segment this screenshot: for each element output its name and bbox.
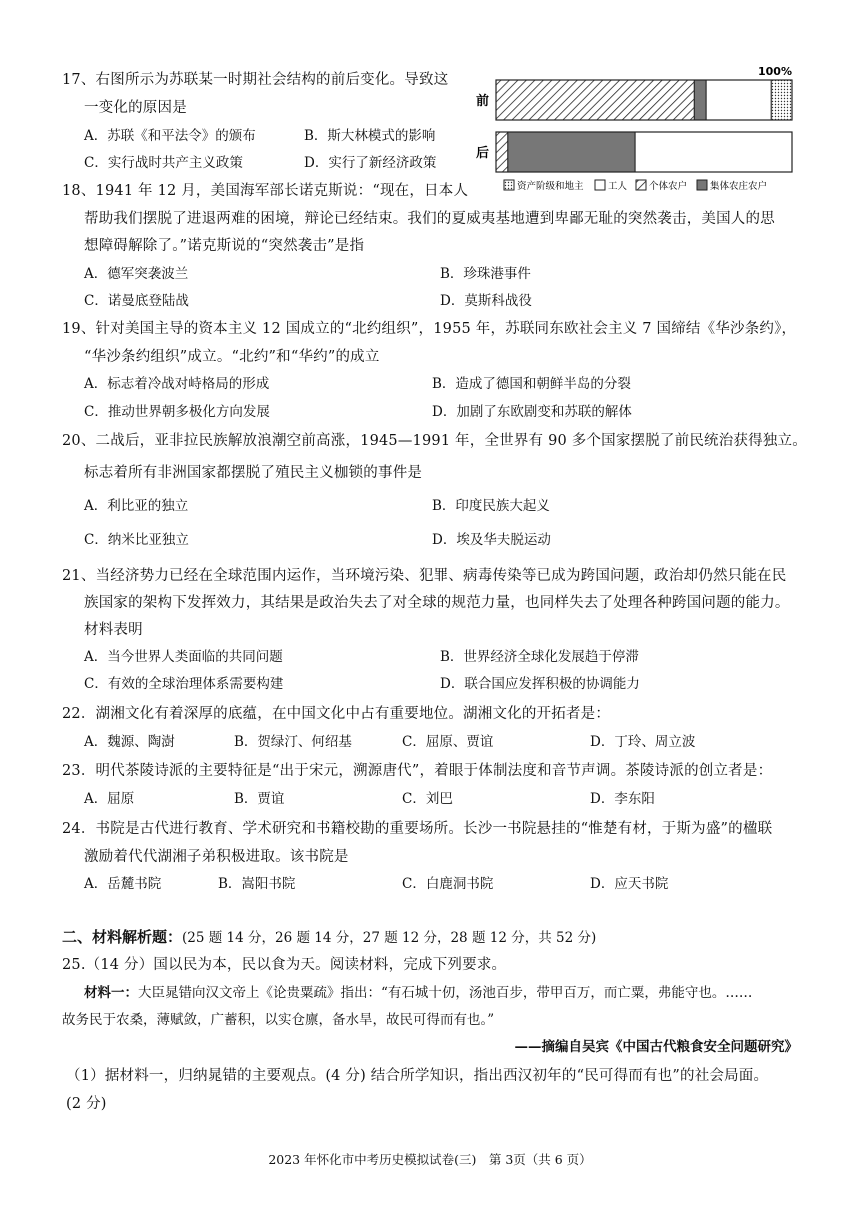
q25-material-text1: 大臣晁错向汉文帝上《论贵粟疏》指出：“有石城十仞，汤池百步，带甲百万，而亡粟，弗能守也。…… — [138, 985, 753, 1001]
q17-option-b: B．斯大林模式的影响 — [304, 128, 436, 144]
q19-option-d: D．加剧了东欧剧变和苏联的解体 — [432, 404, 632, 420]
q21-option-b: B．世界经济全球化发展趋于停滞 — [440, 649, 639, 665]
chart-bar-segment — [706, 80, 771, 120]
q25-material-line2: 故务民于农桑，薄赋敛，广蓄积，以实仓廪，备水旱，故民可得而有也。” — [62, 1012, 495, 1028]
social-structure-chart — [474, 64, 800, 196]
q24-option-b: B．嵩阳书院 — [218, 876, 296, 892]
chart-svg — [474, 64, 800, 196]
section2-title: 二、材料解析题： — [62, 928, 183, 946]
q17-stem-line1: 17、右图所示为苏联某一时期社会结构的前后变化。导致这 — [62, 72, 449, 88]
chart-legend-swatch — [636, 180, 646, 190]
section2-heading — [62, 926, 596, 947]
q18-option-d: D．莫斯科战役 — [440, 293, 532, 309]
q17-option-a: A．苏联《和平法令》的颁布 — [84, 128, 256, 144]
chart-bar-segment — [496, 132, 508, 172]
q25-material-line1 — [84, 981, 752, 1001]
q21-stem-line1: 21、当经济势力已经在全球范围内运作，当环境污染、犯罪、病毒传染等已成为跨国问题，政治却仍然只能在民 — [62, 568, 787, 584]
q21-option-d: D．联合国应发挥积极的协调能力 — [440, 676, 640, 692]
q21-stem-line2: 族国家的架构下发挥效力，其结果是政治失去了对全球的规范力量，也同样失去了处理各种跨国问题的能力。 — [84, 595, 790, 611]
q18-option-a: A．德军突袭波兰 — [84, 266, 189, 282]
q18-stem-line3: 想障碍解除了。”诺克斯说的“突然袭击”是指 — [84, 238, 365, 254]
q25-source: ——摘编自吴宾《中国古代粮食安全问题研究》 — [514, 1039, 798, 1055]
chart-category-label: 后 — [476, 146, 490, 161]
q24-option-a: A．岳麓书院 — [84, 876, 162, 892]
chart-legend-label: 工人 — [608, 181, 628, 192]
q24-stem-line1: 24．书院是古代进行教育、学术研究和书籍校勘的重要场所。长沙一书院悬挂的“惟楚有材，于斯为盛”的楹联 — [62, 821, 773, 837]
q20-stem-line1: 20、二战后，亚非拉民族解放浪潮空前高涨，1945—1991 年，全世界有 90 多个国家摆脱了前民统治获得独立。 — [62, 433, 807, 449]
q22-option-d: D．丁玲、周立波 — [590, 734, 696, 750]
chart-category-label: 前 — [476, 94, 490, 109]
q25-material-label: 材料一： — [84, 985, 138, 1001]
chart-bar-segment — [496, 80, 694, 120]
q20-option-b: B．印度民族大起义 — [432, 498, 550, 514]
q24-stem-line2: 激励着代代湖湘子弟积极进取。该书院是 — [84, 849, 349, 865]
q18-stem-line1: 18、1941 年 12 月，美国海军部长诺克斯说：“现在，日本人 — [62, 183, 469, 199]
section2-score-note: (25 题 14 分，26 题 14 分，27 题 12 分，28 题 12 分，共 52 分) — [182, 930, 597, 946]
q20-option-a: A．利比亚的独立 — [84, 498, 189, 514]
q22-stem: 22．湖湘文化有着深厚的底蕴，在中国文化中占有重要地位。湖湘文化的开拓者是： — [62, 706, 611, 722]
q25-stem: 25.（14 分）国以民为本，民以食为天。阅读材料，完成下列要求。 — [62, 957, 507, 973]
q19-stem-line2: “华沙条约组织”成立。“北约”和“华约”的成立 — [84, 349, 380, 365]
chart-legend-swatch — [697, 180, 707, 190]
q18-option-b: B．珍珠港事件 — [440, 266, 531, 282]
chart-legend-label: 集体农庄农户 — [710, 181, 768, 192]
q24-option-c: C．白鹿洞书院 — [402, 876, 494, 892]
chart-bar-segment — [694, 80, 706, 120]
q19-option-c: C．推动世界朝多极化方向发展 — [84, 404, 270, 420]
q21-option-c: C．有效的全球治理体系需要构建 — [84, 676, 284, 692]
q21-option-a: A．当今世界人类面临的共同问题 — [84, 649, 283, 665]
q22-option-a: A．魏源、陶澍 — [84, 734, 175, 750]
q19-option-a: A．标志着冷战对峙格局的形成 — [84, 376, 270, 392]
chart-legend-swatch — [504, 180, 514, 190]
q22-option-c: C．屈原、贾谊 — [402, 734, 494, 750]
chart-legend-label: 资产阶级和地主 — [517, 181, 584, 192]
q23-option-a: A．屈原 — [84, 791, 135, 807]
chart-scale-label: 100% — [758, 65, 792, 78]
q20-option-c: C．纳米比亚独立 — [84, 532, 189, 548]
chart-bar-segment — [771, 80, 792, 120]
q19-stem-line1: 19、针对美国主导的资本主义 12 国成立的“北约组织”，1955 年，苏联同东欧社会主义 7 国缔结《华沙条约》， — [62, 321, 797, 337]
q17-option-d: D．实行了新经济政策 — [304, 155, 437, 171]
q21-stem-line3: 材料表明 — [84, 622, 143, 638]
page-footer: 2023 年怀化市中考历史模拟试卷(三) 第 3页（共 6 页） — [268, 1152, 592, 1167]
q25-ask-line1: （1）据材料一，归纳晁错的主要观点。(4 分) 结合所学知识，指出西汉初年的“民可得而有也”的社会局面。 — [66, 1068, 769, 1084]
q20-option-d: D．埃及华夫脱运动 — [432, 532, 551, 548]
q18-stem-line2: 帮助我们摆脱了进退两难的困境，辩论已经结束。我们的夏威夷基地遭到卑鄙无耻的突然袭击，美国人的思 — [84, 211, 775, 227]
q23-stem: 23．明代茶陵诗派的主要特征是“出于宋元，溯源唐代”，着眼于体制法度和音节声调。茶陵诗派的创立者是： — [62, 763, 773, 779]
q17-option-c: C．实行战时共产主义政策 — [84, 155, 243, 171]
q23-option-b: B．贾谊 — [234, 791, 285, 807]
q20-stem-line2: 标志着所有非洲国家都摆脱了殖民主义枷锁的事件是 — [84, 465, 423, 481]
chart-bar-segment — [635, 132, 792, 172]
q23-option-c: C．刘巴 — [402, 791, 453, 807]
q19-option-b: B．造成了德国和朝鲜半岛的分裂 — [432, 376, 631, 392]
q25-ask-line2: (2 分) — [66, 1096, 107, 1112]
q17-stem-line2: 一变化的原因是 — [84, 100, 187, 116]
q23-option-d: D．李东阳 — [590, 791, 655, 807]
q24-option-d: D．应天书院 — [590, 876, 669, 892]
q18-option-c: C．诺曼底登陆战 — [84, 293, 189, 309]
chart-legend-swatch — [595, 180, 605, 190]
chart-legend-label: 个体农户 — [649, 181, 688, 192]
q22-option-b: B．贺绿汀、何绍基 — [234, 734, 352, 750]
chart-bar-segment — [508, 132, 635, 172]
